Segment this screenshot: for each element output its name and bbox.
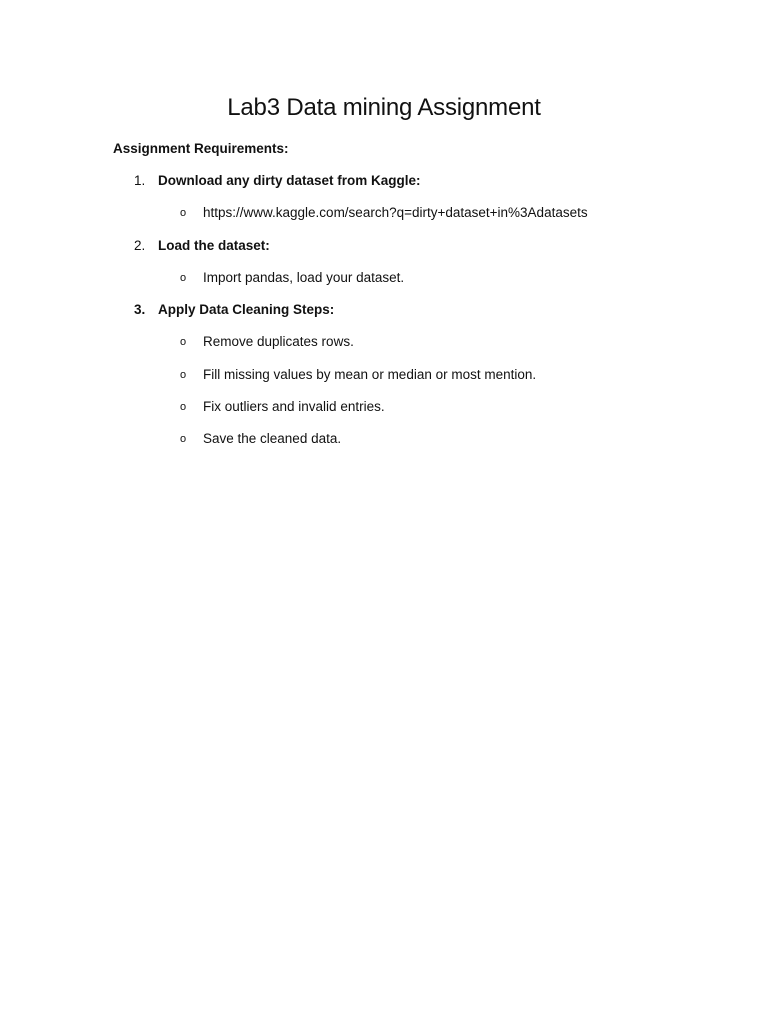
subitem-text: Fill missing values by mean or median or most mention. (203, 367, 537, 382)
step-1-number: 1. (134, 173, 146, 188)
requirements-heading: Assignment Requirements: (113, 141, 289, 156)
step-3-subitem-1 (180, 333, 354, 351)
step-3-subitem-2 (180, 366, 536, 384)
hollow-bullet-icon: o (180, 336, 187, 348)
step-1 (134, 172, 421, 190)
step-3 (134, 301, 334, 319)
hollow-bullet-icon: o (180, 433, 187, 445)
subitem-text: Remove duplicates rows. (203, 334, 354, 349)
step-2-number: 2. (134, 238, 146, 253)
step-3-subitem-3 (180, 398, 385, 416)
document-title: Lab3 Data mining Assignment (227, 94, 541, 121)
step-2-label: Load the dataset: (158, 238, 270, 253)
hollow-bullet-icon: o (180, 401, 187, 413)
hollow-bullet-icon: o (180, 207, 187, 219)
hollow-bullet-icon: o (180, 272, 187, 284)
step-2-subitem-1 (180, 269, 404, 287)
step-3-label: Apply Data Cleaning Steps: (158, 302, 335, 317)
subitem-text: Save the cleaned data. (203, 431, 342, 446)
step-1-subitem-1 (180, 204, 588, 222)
kaggle-link-text: https://www.kaggle.com/search?q=dirty+dataset+in%3Adatasets (203, 205, 588, 220)
step-3-number: 3. (134, 302, 146, 317)
hollow-bullet-icon: o (180, 369, 187, 381)
step-3-subitem-4 (180, 430, 341, 448)
subitem-text: Fix outliers and invalid entries. (203, 399, 385, 414)
subitem-text: Import pandas, load your dataset. (203, 270, 405, 285)
step-2 (134, 237, 270, 255)
step-1-label: Download any dirty dataset from Kaggle: (158, 173, 421, 188)
